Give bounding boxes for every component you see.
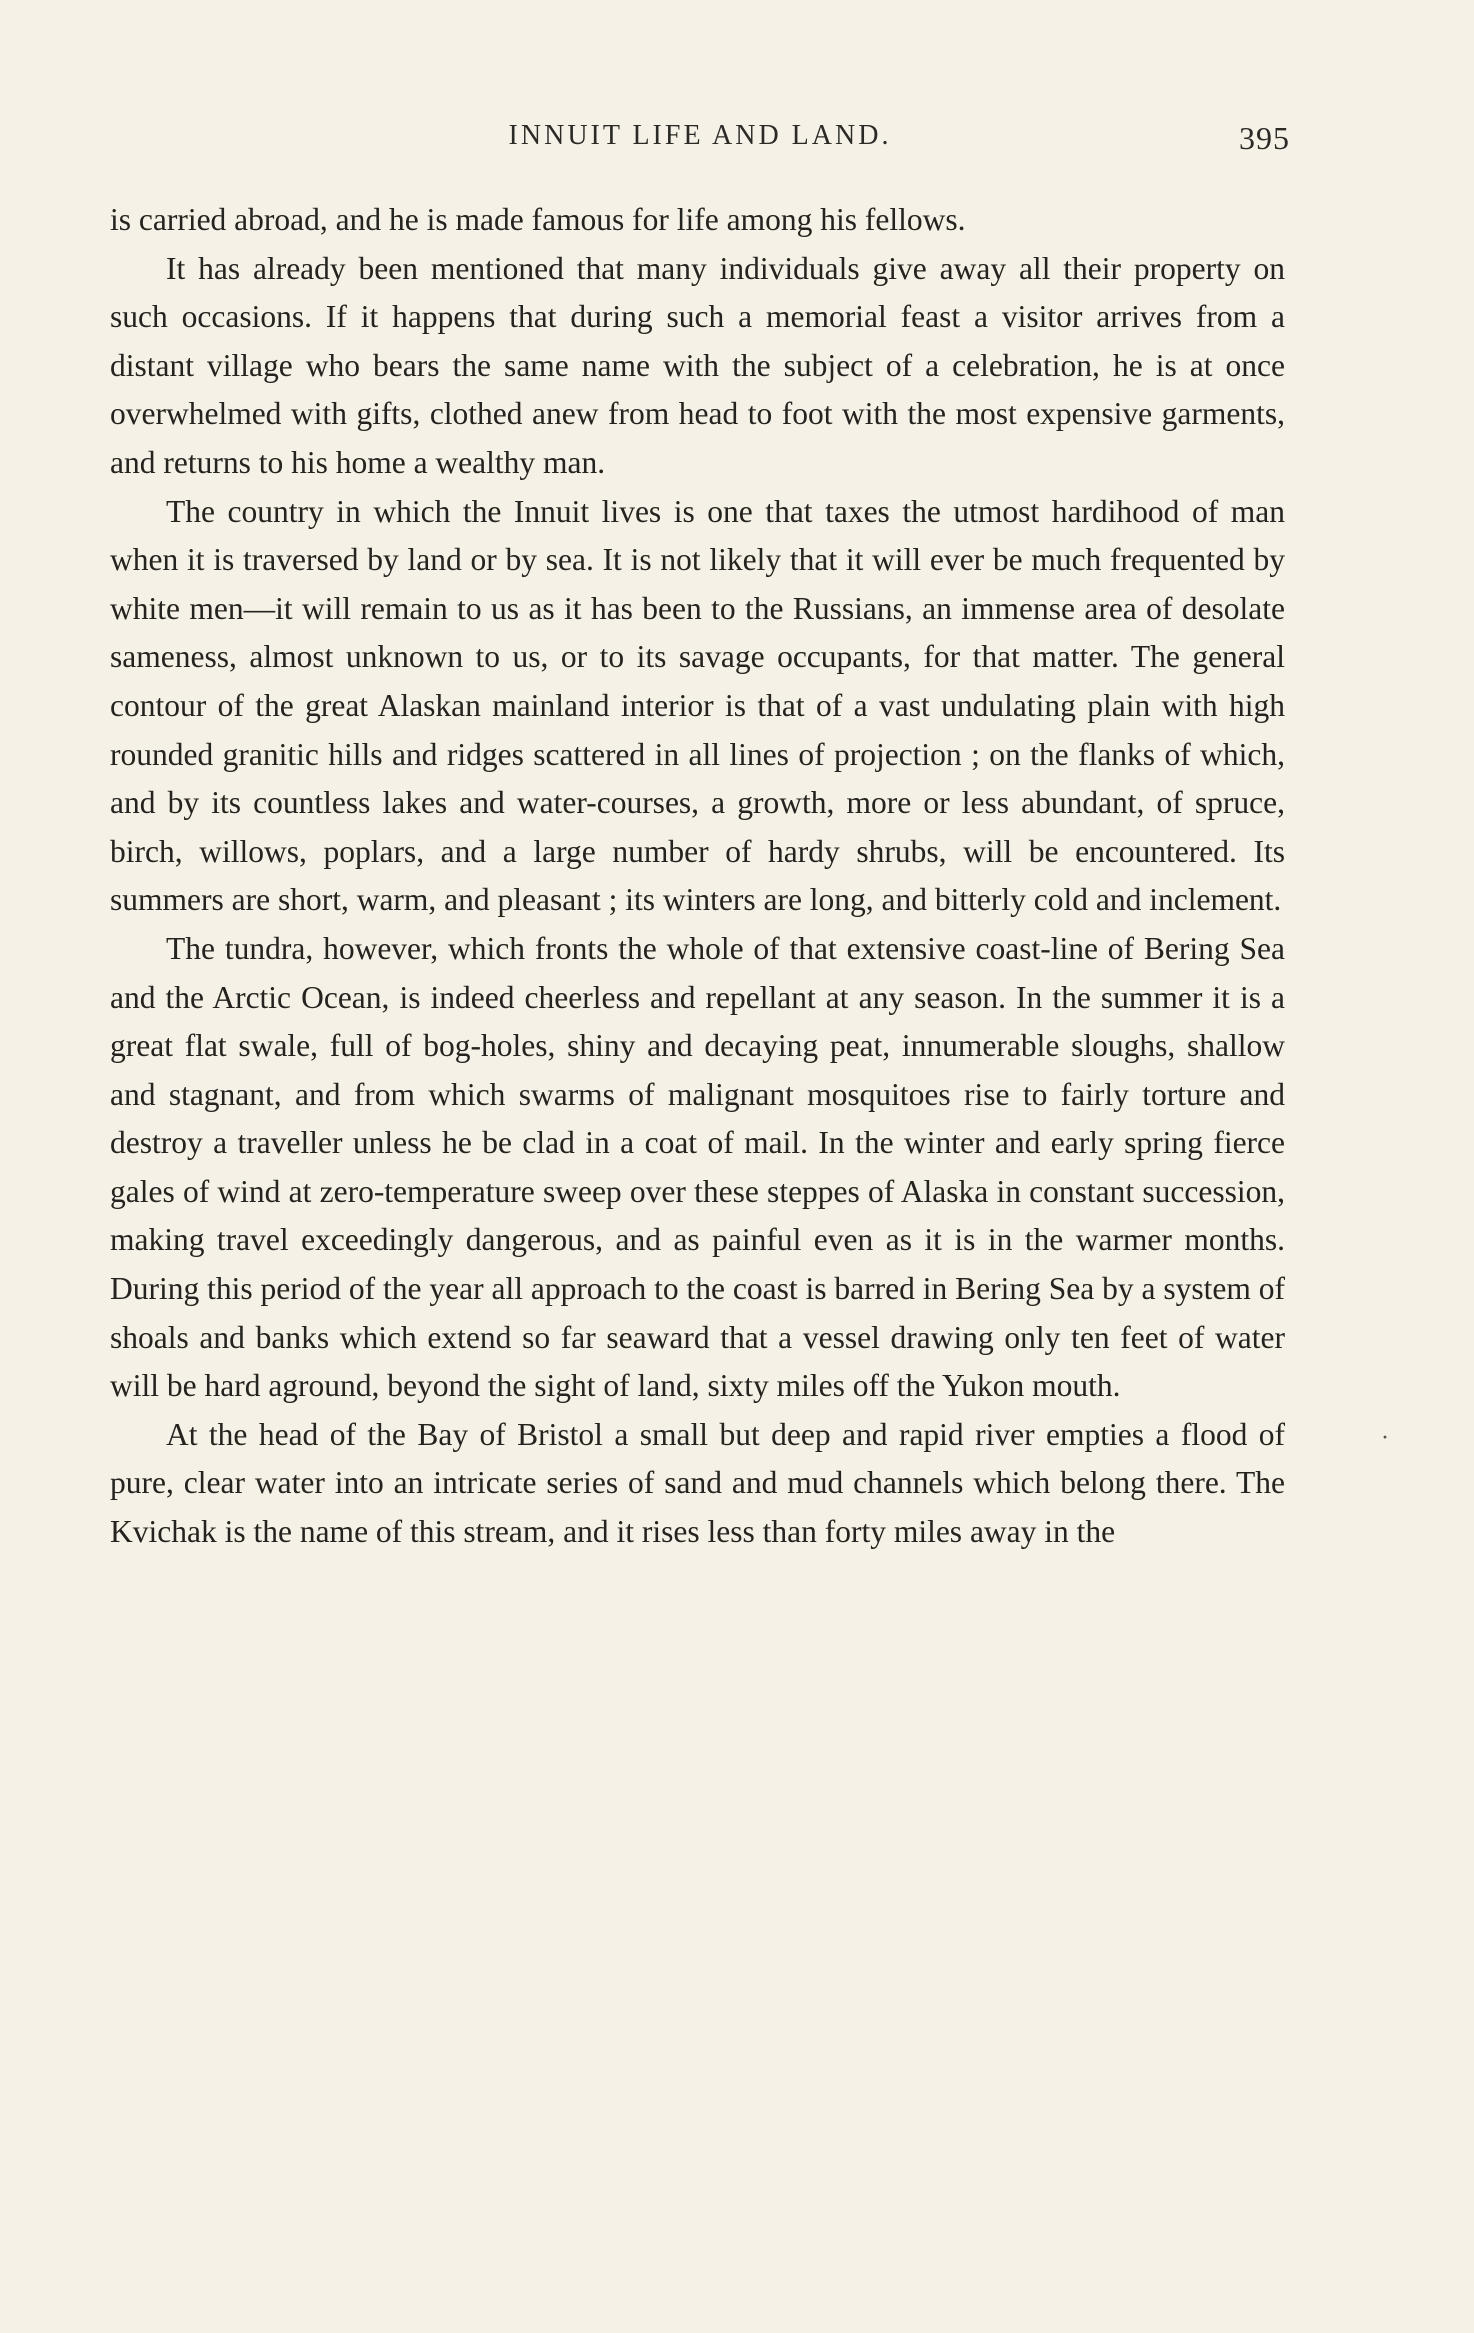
paragraph-tundra: The tundra, however, which fronts the whole of that extensive coast-line of Bering Sea and the Arctic Ocean, is indeed cheerless and repellant at any season. In the summer it is a great flat swale, full of bog-holes, shiny and decaying peat, innumerable sloughs, shallow and stagnant, and from which swarms of malignant mosquitoes rise to fairly torture and destroy a traveller unless he be clad in a coat of mail. In the winter and early spring fierce gales of wind at zero-temperature sweep over these steppes of Alaska in constant succession, making travel exceedingly dangerous, and as painful even as it is in the warmer months. During this period of the year all approach to the coast is barred in Bering Sea by a system of shoals and banks which extend so far seaward that a vessel drawing only ten feet of water will be hard aground, beyond the sight of land, sixty miles off the Yukon mouth.: [110, 930, 1285, 1404]
running-head: [110, 120, 1290, 160]
margin-mark: ·: [1381, 1425, 1389, 1451]
body-text: [110, 196, 1285, 1557]
running-title: INNUIT LIFE AND LAND.: [508, 120, 892, 151]
paragraph-country: The country in which the Innuit lives is one that taxes the utmost hardihood of man when it is traversed by land or by sea. It is not likely that it will ever be much frequented by white men—it will remain to us as it has been to the Russians, an immense area of desolate sameness, almost unknown to us, or to its savage occupants, for that matter. The general contour of the great Alaskan mainland interior is that of a vast undulating plain with high rounded granitic hills and ridges scattered in all lines of projection ; on the flanks of which, and by its countless lakes and water-courses, a growth, more or less abundant, of spruce, birch, willows, poplars, and a large number of hardy shrubs, will be encountered. Its summers are short, warm, and pleasant ; its winters are long, and bitterly cold and inclement.: [110, 493, 1285, 918]
paragraph-bristol-bay: At the head of the Bay of Bristol a small but deep and rapid river empties a flood of pure, clear water into an intricate series of sand and mud channels which belong there. The Kvichak is the name of this stream, and it rises less than forty miles away in the: [110, 1416, 1285, 1550]
page-number: 395: [1239, 120, 1290, 156]
paragraph-continuation: is carried abroad, and he is made famous for life among his fellows.: [110, 202, 966, 237]
paragraph-memorial-feast: It has already been mentioned that many individuals give away all their property on such occasions. If it happens that during such a memorial feast a visitor arrives from a distant village who bears the same name with the subject of a celebration, he is at once overwhelmed with gifts, clothed anew from head to foot with the most expensive garments, and returns to his home a wealthy man.: [110, 250, 1285, 480]
